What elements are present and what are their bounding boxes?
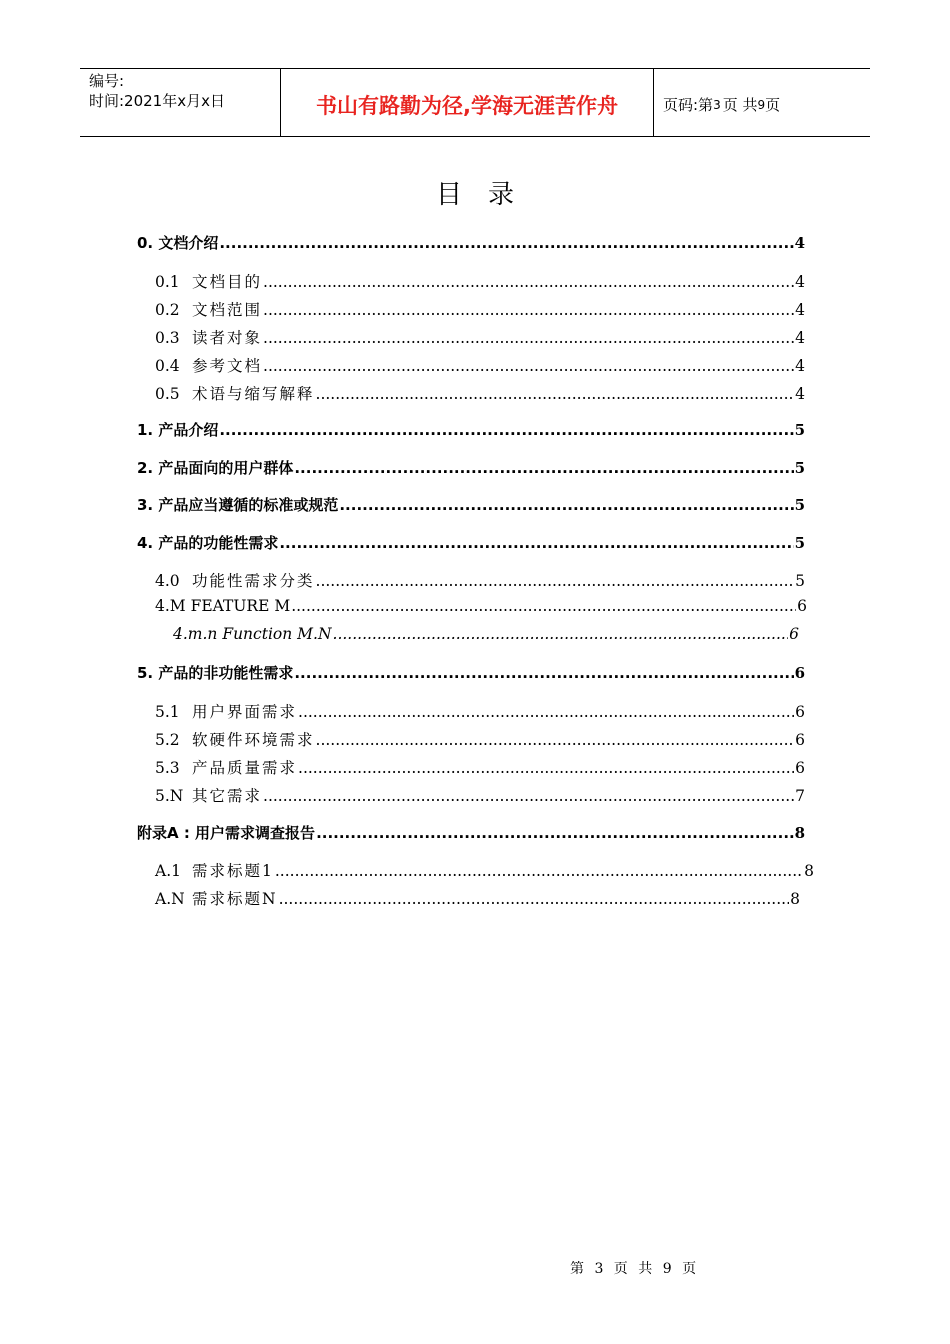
toc-entry[interactable]: 0. 文档介绍 ..... 4 bbox=[137, 232, 805, 254]
header-meta bbox=[80, 69, 281, 136]
page-mid: 页 共 bbox=[722, 96, 758, 114]
page-prefix: 页码:第 bbox=[663, 96, 714, 114]
toc-entry[interactable]: 5.2 软硬件环境需求 ..... 6 bbox=[155, 728, 805, 750]
toc-entry[interactable]: 1. 产品介绍 ..... 5 bbox=[137, 419, 805, 441]
toc-title: 目录 bbox=[435, 180, 540, 210]
page-suffix: 页 bbox=[765, 96, 781, 114]
toc-entry[interactable]: 4.m.n Function M.N ..... 6 bbox=[173, 625, 799, 647]
header-page-info bbox=[654, 69, 870, 136]
page-current: 3 bbox=[713, 97, 721, 112]
header-motto: 书山有路勤为径,学海无涯苦作舟 bbox=[281, 69, 654, 136]
toc-entry[interactable]: 4.M FEATURE M ..... 6 bbox=[155, 597, 807, 619]
page-header bbox=[80, 68, 870, 137]
toc-entry[interactable]: 5.N 其它需求 ..... 7 bbox=[155, 784, 805, 806]
toc-entry[interactable]: 附录A : 用户需求调查报告 ..... 8 bbox=[137, 822, 805, 844]
toc-entry[interactable]: A.N 需求标题N ..... 8 bbox=[155, 887, 800, 909]
toc-entry[interactable]: 0.5 术语与缩写解释 ..... 4 bbox=[155, 382, 805, 404]
toc-entry[interactable]: 0.3 读者对象 ..... 4 bbox=[155, 326, 805, 348]
toc-entry[interactable]: 0.4 参考文档 ..... 4 bbox=[155, 354, 805, 376]
page-total: 9 bbox=[757, 97, 766, 112]
toc-entry[interactable]: 2. 产品面向的用户群体 ..... 5 bbox=[137, 457, 805, 479]
toc-entry[interactable]: 4. 产品的功能性需求 ..... 5 bbox=[137, 532, 805, 554]
toc-entry[interactable]: 5. 产品的非功能性需求 ..... 6 bbox=[137, 662, 805, 684]
toc-entry[interactable]: 3. 产品应当遵循的标准或规范 ..... 5 bbox=[137, 494, 805, 516]
toc-entry[interactable]: 5.3 产品质量需求 ..... 6 bbox=[155, 756, 805, 778]
toc-entry[interactable]: 0.2 文档范围 ..... 4 bbox=[155, 298, 805, 320]
page-footer: 第 3 页 共 9 页 bbox=[570, 1261, 700, 1277]
toc-entry[interactable]: A.1 需求标题1 ..... 8 bbox=[155, 859, 814, 881]
toc-entry[interactable]: 5.1 用户界面需求 ..... 6 bbox=[155, 700, 805, 722]
toc-entry[interactable]: 4.0 功能性需求分类 ..... 5 bbox=[155, 569, 805, 591]
time-label: 时间:2021年x月x日 bbox=[89, 92, 225, 110]
serial-label: 编号: bbox=[89, 72, 125, 90]
toc-entry[interactable]: 0.1 文档目的 ..... 4 bbox=[155, 270, 805, 292]
